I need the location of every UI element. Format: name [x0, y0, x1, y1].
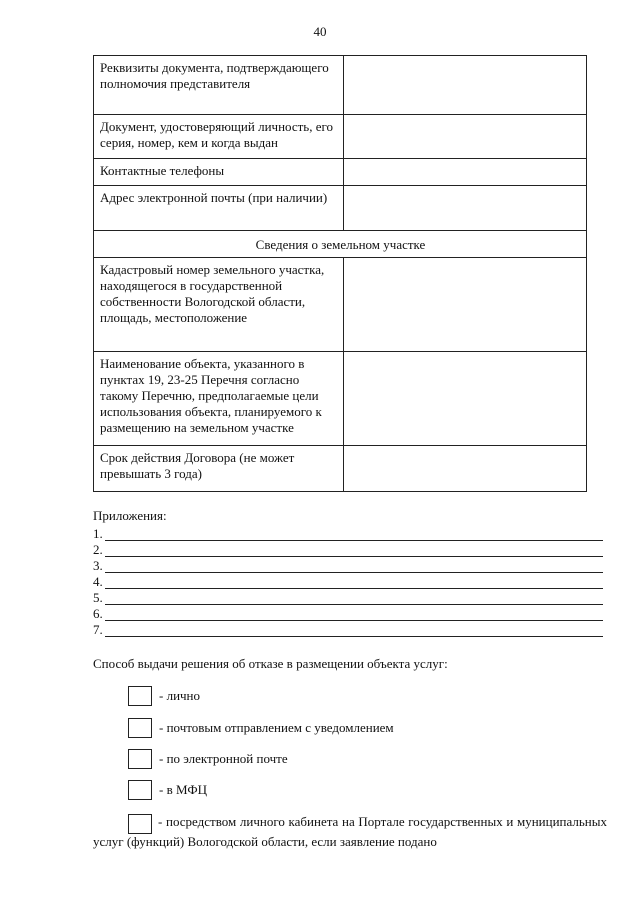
row-label: Контактные телефоны: [94, 159, 344, 186]
attachment-number: 2.: [93, 542, 103, 557]
attachment-blank[interactable]: [105, 624, 603, 637]
attachment-blank[interactable]: [105, 544, 603, 557]
delivery-method-title: Способ выдачи решения об отказе в размещении объекта услуг:: [93, 656, 448, 671]
attachments-section: [93, 507, 603, 637]
attachment-number: 7.: [93, 622, 103, 637]
section-heading: Сведения о земельном участке: [94, 231, 587, 258]
attachment-line: [93, 573, 603, 589]
option-label: - в МФЦ: [159, 782, 208, 797]
delivery-option-mail: [128, 718, 394, 738]
applicant-form-table: [93, 55, 587, 492]
attachment-number: 4.: [93, 574, 103, 589]
attachment-number: 3.: [93, 558, 103, 573]
attachment-line: [93, 525, 603, 541]
row-label: Реквизиты документа, подтверждающего полномочия представителя: [94, 56, 344, 115]
row-value[interactable]: [344, 115, 587, 159]
form-row: [94, 446, 587, 492]
checkbox[interactable]: [128, 686, 152, 706]
row-value[interactable]: [344, 186, 587, 231]
attachment-number: 1.: [93, 526, 103, 541]
page-number: 40: [313, 24, 327, 39]
checkbox[interactable]: [128, 749, 152, 769]
row-label: Наименование объекта, указанного в пунктах 19, 23-25 Перечня согласно такому Перечню, предполагаемые цели использования объекта, планируемого к размещению на земельном участке: [94, 352, 344, 446]
delivery-option-in-person: [128, 686, 200, 706]
option-label: - по электронной почте: [159, 751, 288, 766]
attachment-blank[interactable]: [105, 608, 603, 621]
row-label: Адрес электронной почты (при наличии): [94, 186, 344, 231]
attachment-number: 5.: [93, 590, 103, 605]
attachment-line: [93, 621, 603, 637]
attachment-line: [93, 589, 603, 605]
delivery-option-email: [128, 749, 288, 769]
attachment-blank[interactable]: [105, 560, 603, 573]
row-label: Документ, удостоверяющий личность, его серия, номер, кем и когда выдан: [94, 115, 344, 159]
form-row: [94, 186, 587, 231]
form-section-row: [94, 231, 587, 258]
checkbox[interactable]: [128, 814, 152, 834]
checkbox[interactable]: [128, 718, 152, 738]
row-value[interactable]: [344, 446, 587, 492]
row-value[interactable]: [344, 258, 587, 352]
form-row: [94, 56, 587, 115]
option-label: - почтовым отправлением с уведомлением: [159, 720, 394, 735]
attachment-number: 6.: [93, 606, 103, 621]
attachments-title: Приложения:: [93, 508, 167, 523]
row-value[interactable]: [344, 159, 587, 186]
attachment-line: [93, 557, 603, 573]
attachment-blank[interactable]: [105, 592, 603, 605]
row-label: Срок действия Договора (не может превышать 3 года): [94, 446, 344, 492]
option-label: - посредством личного кабинета на Портале государственных и муниципальных услуг (функций) Вологодской области, если заявление подано: [93, 814, 607, 849]
row-value[interactable]: [344, 352, 587, 446]
row-label: Кадастровый номер земельного участка, находящегося в государственной собственности Вологодской области, площадь, местоположение: [94, 258, 344, 352]
attachment-line: [93, 541, 603, 557]
form-row: [94, 159, 587, 186]
row-value[interactable]: [344, 56, 587, 115]
attachment-blank[interactable]: [105, 576, 603, 589]
checkbox[interactable]: [128, 780, 152, 800]
form-row: [94, 352, 587, 446]
delivery-option-mfc: [128, 780, 207, 800]
attachment-line: [93, 605, 603, 621]
attachment-blank[interactable]: [105, 528, 603, 541]
option-label: - лично: [159, 688, 201, 703]
form-row: [94, 258, 587, 352]
delivery-option-portal: [93, 812, 607, 852]
form-row: [94, 115, 587, 159]
